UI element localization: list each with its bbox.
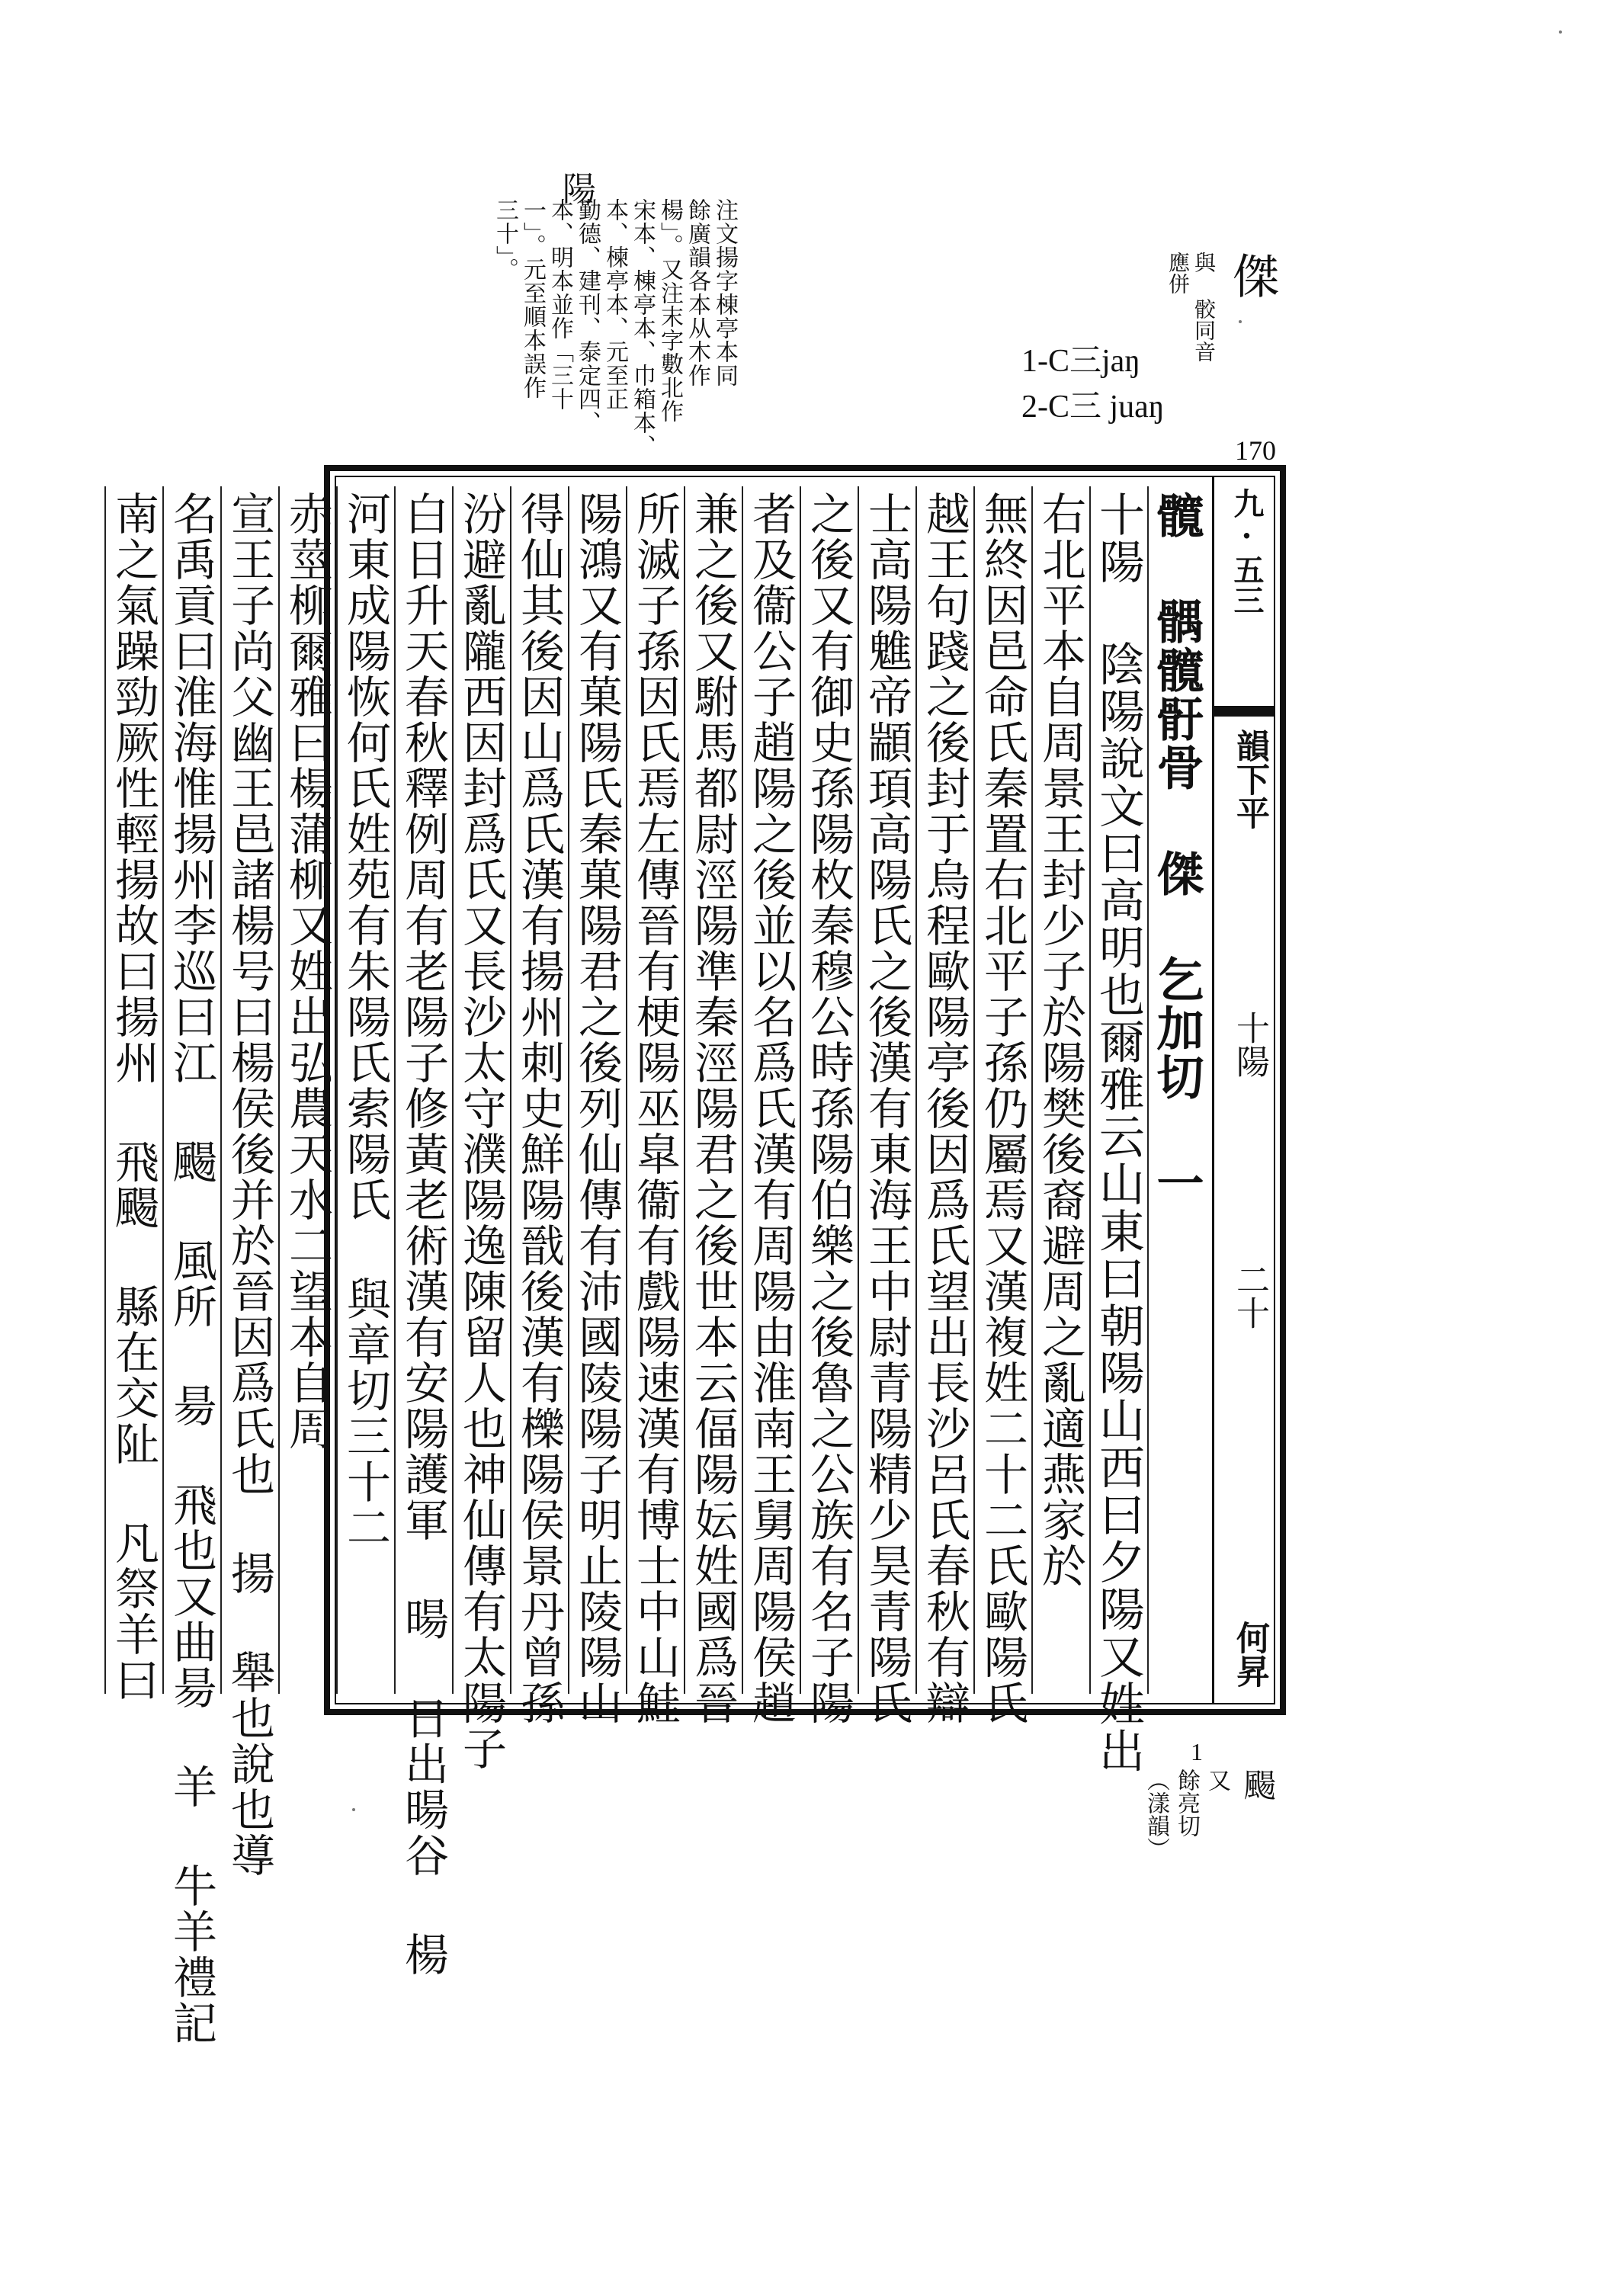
text-column: 汾避亂隴西因封爲氏又長沙太守濮陽逸陳留人也神仙傳有太陽子	[452, 486, 510, 1694]
collation-line: 注文揚字棟亭本同	[711, 198, 738, 387]
text-column: 陽鴻又有菓陽氏秦菓陽君之後列仙傳有沛國陵陽子明止陵陽山	[568, 486, 626, 1694]
text-column: 越王句踐之後封于烏程歐陽亭後因爲氏望出長沙呂氏春秋有辯	[915, 486, 973, 1694]
text-column: 右北平本自周景王封少子於陽樊後裔避周之亂適燕家於	[1031, 486, 1089, 1694]
collation-note	[454, 198, 736, 469]
collation-line: 三十」。	[492, 198, 518, 281]
head-gloss	[1166, 252, 1286, 362]
footnote-text-right: 又	[1204, 1768, 1230, 1791]
text-column: 之後又有御史孫陽枚秦穆公時孫陽伯樂之後魯之公族有名子陽	[800, 486, 858, 1694]
text-column: 無終因邑命氏秦置右北平子孫仍屬焉又漢複姓二十二氏歐陽氏	[973, 486, 1031, 1694]
gloss-note-left: 應併	[1166, 252, 1191, 294]
speck	[1239, 320, 1242, 323]
speck	[352, 1808, 355, 1811]
text-column: 者及衞公子趙陽之後並以名爲氏漢有周陽由淮南王舅周陽侯趙	[742, 486, 800, 1694]
page-number: 170	[1235, 435, 1276, 466]
top-note-heading: 陽	[563, 170, 599, 209]
collation-line: 一」。元至順本誤作	[519, 198, 546, 399]
collation-line: 勤德、建刊、泰定四、	[574, 198, 601, 435]
text-column: 河東成陽恢何氏姓苑有朱陽氏索陽氏 與章切三十二	[336, 486, 394, 1694]
leaf-number: 二十	[1230, 1262, 1269, 1329]
collation-line: 本、明本並作「三十	[547, 198, 573, 411]
collation-line: 宋本、棟亭本、巾箱本、	[629, 198, 656, 458]
rhyme-name: 十陽	[1230, 1011, 1269, 1078]
volume-number: 九·五三	[1229, 488, 1265, 615]
speck	[1559, 30, 1562, 34]
footnote-text-left: 餘亮切	[1173, 1768, 1200, 1837]
rhyme-section-title: 韻下平	[1230, 729, 1269, 829]
text-column: 名禹貢曰淮海惟揚州李巡曰江 颺 風所 昜 飛也又曲昜 羊 牛羊禮記	[162, 486, 220, 1694]
margin-strip	[1212, 477, 1274, 1703]
gloss-char: 傑	[1224, 252, 1280, 299]
fishtail-band	[1214, 706, 1274, 717]
gloss-note-right: 與 骹同音	[1191, 252, 1217, 362]
text-column: 赤莖柳爾雅曰楊蒲柳又姓出弘農天水二望本自周	[278, 486, 336, 1694]
footnote-char: 颺	[1239, 1768, 1277, 1801]
text-column: 宣王子尚父幽王邑諸楊号曰楊侯後并於晉因爲氏也 揚 舉也說也導	[220, 486, 278, 1694]
text-column: 所滅子孫因氏焉左傳晉有梗陽巫皐衞有戲陽速漢有博士中山鮭	[626, 486, 684, 1694]
footnote	[1143, 1768, 1281, 1860]
phonetic-line-1: 1-C三jaŋ	[1021, 344, 1141, 379]
footnote-mark: 1	[1191, 1738, 1203, 1765]
text-column: 士高陽魋帝顓頊高陽氏之後漢有東海王中尉青陽精少昊青陽氏	[858, 486, 915, 1694]
footnote-paren: （漾韻）	[1143, 1768, 1169, 1860]
text-column: 兼之後又駙馬都尉涇陽準秦涇陽君之後世本云偪陽妘姓國爲晉	[684, 486, 742, 1694]
text-column: 南之氣躁勁厥性輕揚故曰揚州 飛颺 縣在交阯 凡祭羊曰	[104, 486, 162, 1694]
collation-line: 楊」。又注末字數北作	[656, 198, 683, 423]
collation-line: 餘廣韻各本从木作	[684, 198, 710, 387]
text-column: 髖 髃髖骬骨 傑 乞加切 一	[1147, 486, 1205, 1694]
text-column: 白日升天春秋釋例周有老陽子修黃老術漢有安陽護軍 暘 日出暘谷 楊	[394, 486, 452, 1694]
collation-line: 本、楝亭本、元至正	[601, 198, 628, 411]
printer-name: 何昇	[1230, 1621, 1269, 1688]
text-column: 十陽 陰陽說文曰高明也爾雅云山東曰朝陽山西曰夕陽又姓出	[1089, 486, 1147, 1694]
text-column: 得仙其後因山爲氏漢有揚州刺史鮮陽戩後漢有櫟陽侯景丹曾孫	[510, 486, 568, 1694]
phonetic-line-2: 2-C三 juaŋ	[1021, 390, 1165, 425]
